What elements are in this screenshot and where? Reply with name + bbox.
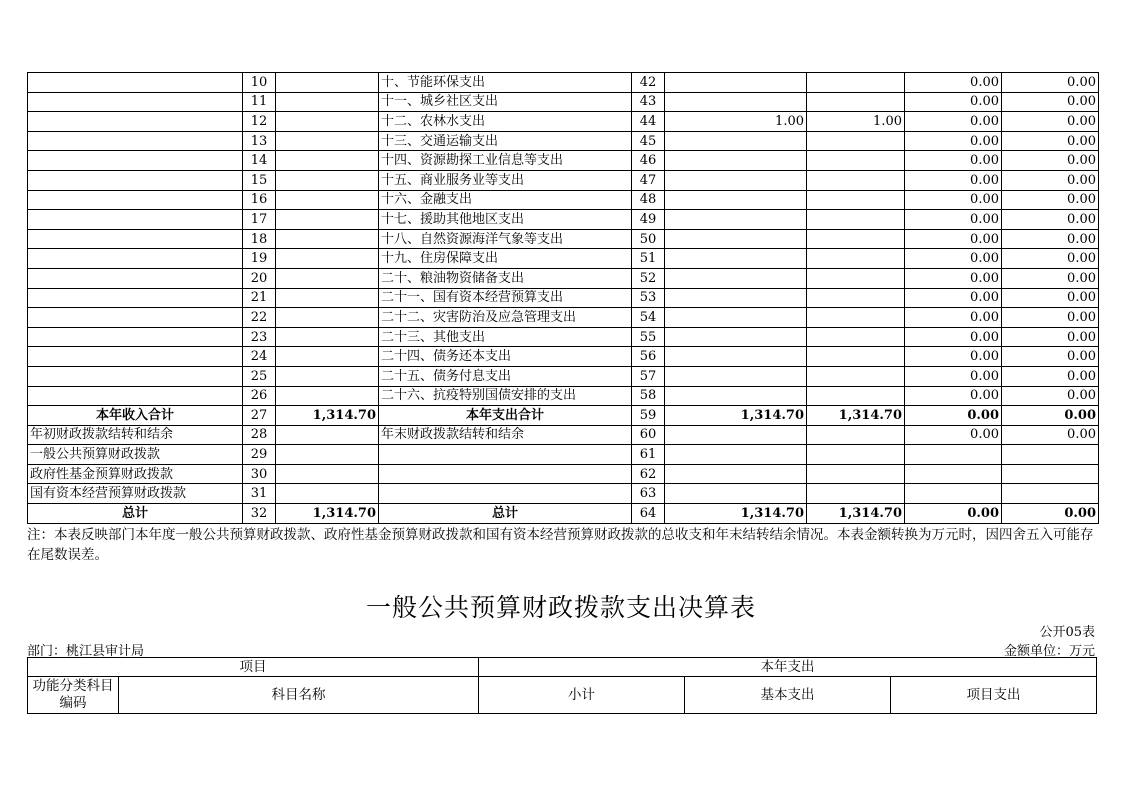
project-expense-a: 0.00 [905, 425, 1002, 445]
left-label [28, 249, 243, 269]
project-expense-b: 0.00 [1002, 386, 1099, 406]
left-label [28, 347, 243, 367]
left-label [28, 151, 243, 171]
table-note: 注：本表反映部门本年度一般公共预算财政拨款、政府性基金预算财政拨款和国有资本经营预算财政拨款的总收支和年末结转结余情况。本表金额转换为万元时，因四舍五入可能存在尾数误差。 [27, 527, 1094, 563]
left-label [28, 268, 243, 288]
project-expense-b: 0.00 [1002, 406, 1099, 426]
project-expense-b: 0.00 [1002, 92, 1099, 112]
basic-expense [807, 366, 905, 386]
table-row [28, 190, 1099, 210]
left-label [28, 288, 243, 308]
right-row-no: 58 [632, 386, 665, 406]
project-expense-a: 0.00 [905, 288, 1002, 308]
subtotal [665, 484, 807, 504]
col-subtotal: 小计 [479, 677, 685, 714]
right-row-no: 50 [632, 229, 665, 249]
left-row-no: 12 [243, 112, 276, 132]
left-row-no: 13 [243, 131, 276, 151]
basic-expense [807, 445, 905, 465]
subtotal: 1,314.70 [665, 504, 807, 524]
table-row [28, 229, 1099, 249]
project-expense-a: 0.00 [905, 366, 1002, 386]
left-amount: 1,314.70 [276, 504, 379, 524]
left-label [28, 92, 243, 112]
table-row [28, 504, 1099, 524]
table-row [28, 366, 1099, 386]
right-label: 十二、农林水支出 [379, 112, 632, 132]
project-expense-b: 0.00 [1002, 190, 1099, 210]
left-amount: 1,314.70 [276, 406, 379, 426]
subtotal [665, 73, 807, 93]
left-amount [276, 190, 379, 210]
project-expense-b: 0.00 [1002, 366, 1099, 386]
left-label: 年初财政拨款结转和结余 [28, 425, 243, 445]
left-label [28, 170, 243, 190]
table-row [28, 347, 1099, 367]
left-row-no: 21 [243, 288, 276, 308]
project-expense-a: 0.00 [905, 131, 1002, 151]
left-label [28, 210, 243, 230]
table-row [28, 131, 1099, 151]
basic-expense [807, 229, 905, 249]
project-expense-b: 0.00 [1002, 131, 1099, 151]
right-row-no: 43 [632, 92, 665, 112]
right-row-no: 63 [632, 484, 665, 504]
expenditure-header-table [27, 657, 1097, 714]
left-row-no: 23 [243, 327, 276, 347]
table-row [28, 308, 1099, 328]
subtotal [665, 210, 807, 230]
left-amount [276, 151, 379, 171]
right-label [379, 445, 632, 465]
right-row-no: 42 [632, 73, 665, 93]
left-row-no: 28 [243, 425, 276, 445]
project-expense-a: 0.00 [905, 170, 1002, 190]
basic-expense [807, 425, 905, 445]
basic-expense [807, 464, 905, 484]
left-amount [276, 308, 379, 328]
col-subject-name: 科目名称 [119, 677, 479, 714]
left-label [28, 131, 243, 151]
left-row-no: 11 [243, 92, 276, 112]
left-label: 国有资本经营预算财政拨款 [28, 484, 243, 504]
project-expense-b: 0.00 [1002, 210, 1099, 230]
carryover-summary-body [28, 73, 1099, 524]
right-row-no: 53 [632, 288, 665, 308]
basic-expense [807, 308, 905, 328]
department-label: 部门：桃江县审计局 [27, 644, 145, 659]
project-expense-b [1002, 484, 1099, 504]
right-label: 十七、援助其他地区支出 [379, 210, 632, 230]
table-row [28, 445, 1099, 465]
right-row-no: 60 [632, 425, 665, 445]
right-label: 总计 [379, 504, 632, 524]
right-row-no: 55 [632, 327, 665, 347]
left-row-no: 17 [243, 210, 276, 230]
table-row [28, 268, 1099, 288]
basic-expense [807, 151, 905, 171]
right-label [379, 464, 632, 484]
carryover-summary-table [27, 72, 1099, 524]
project-expense-a: 0.00 [905, 229, 1002, 249]
project-expense-b: 0.00 [1002, 347, 1099, 367]
subtotal [665, 288, 807, 308]
left-amount [276, 92, 379, 112]
right-row-no: 54 [632, 308, 665, 328]
project-expense-b: 0.00 [1002, 151, 1099, 171]
project-expense-a: 0.00 [905, 210, 1002, 230]
table-row [28, 210, 1099, 230]
right-label: 十一、城乡社区支出 [379, 92, 632, 112]
subtotal: 1.00 [665, 112, 807, 132]
left-amount [276, 249, 379, 269]
table-row [28, 464, 1099, 484]
right-row-no: 45 [632, 131, 665, 151]
amount-unit-label: 金额单位：万元 [1003, 644, 1095, 659]
basic-expense [807, 73, 905, 93]
left-label [28, 190, 243, 210]
left-row-no: 20 [243, 268, 276, 288]
subtotal [665, 327, 807, 347]
left-amount [276, 327, 379, 347]
left-row-no: 27 [243, 406, 276, 426]
right-label: 本年支出合计 [379, 406, 632, 426]
subtotal [665, 445, 807, 465]
basic-expense [807, 288, 905, 308]
project-expense-b: 0.00 [1002, 288, 1099, 308]
left-label [28, 386, 243, 406]
subtotal [665, 131, 807, 151]
left-amount [276, 229, 379, 249]
basic-expense [807, 484, 905, 504]
subtotal [665, 347, 807, 367]
table-row [28, 425, 1099, 445]
basic-expense [807, 170, 905, 190]
project-expense-a [905, 445, 1002, 465]
basic-expense [807, 268, 905, 288]
left-label: 政府性基金预算财政拨款 [28, 464, 243, 484]
project-expense-a [905, 464, 1002, 484]
subtotal [665, 464, 807, 484]
left-label: 总计 [28, 504, 243, 524]
left-amount [276, 464, 379, 484]
subtotal [665, 268, 807, 288]
table-row [28, 170, 1099, 190]
project-expense-b: 0.00 [1002, 268, 1099, 288]
left-amount [276, 112, 379, 132]
left-label [28, 112, 243, 132]
project-expense-b [1002, 464, 1099, 484]
table-row [28, 112, 1099, 132]
subtotal [665, 425, 807, 445]
left-row-no: 19 [243, 249, 276, 269]
table-row [28, 484, 1099, 504]
right-row-no: 62 [632, 464, 665, 484]
table-row [28, 406, 1099, 426]
project-expense-b: 0.00 [1002, 308, 1099, 328]
basic-expense [807, 249, 905, 269]
project-expense-b: 0.00 [1002, 504, 1099, 524]
subtotal [665, 366, 807, 386]
right-label: 十六、金融支出 [379, 190, 632, 210]
project-expense-a: 0.00 [905, 249, 1002, 269]
left-row-no: 14 [243, 151, 276, 171]
project-expense-b: 0.00 [1002, 327, 1099, 347]
form-number: 公开05表 [1039, 625, 1095, 640]
basic-expense: 1,314.70 [807, 504, 905, 524]
left-row-no: 26 [243, 386, 276, 406]
project-expense-a: 0.00 [905, 347, 1002, 367]
right-row-no: 48 [632, 190, 665, 210]
left-label [28, 366, 243, 386]
right-row-no: 64 [632, 504, 665, 524]
basic-expense [807, 210, 905, 230]
right-label: 十、节能环保支出 [379, 73, 632, 93]
basic-expense: 1.00 [807, 112, 905, 132]
right-row-no: 59 [632, 406, 665, 426]
right-label: 年末财政拨款结转和结余 [379, 425, 632, 445]
col-function-code: 功能分类科目编码 [28, 677, 119, 714]
group-header-expense: 本年支出 [479, 658, 1097, 677]
basic-expense [807, 131, 905, 151]
left-amount [276, 386, 379, 406]
table-row [28, 327, 1099, 347]
table-row [28, 249, 1099, 269]
group-header-item: 项目 [28, 658, 479, 677]
left-label [28, 308, 243, 328]
left-row-no: 31 [243, 484, 276, 504]
left-amount [276, 210, 379, 230]
subtotal [665, 170, 807, 190]
project-expense-a: 0.00 [905, 504, 1002, 524]
right-label: 二十一、国有资本经营预算支出 [379, 288, 632, 308]
project-expense-b: 0.00 [1002, 229, 1099, 249]
project-expense-a [905, 484, 1002, 504]
right-row-no: 51 [632, 249, 665, 269]
table-row [28, 73, 1099, 93]
right-row-no: 49 [632, 210, 665, 230]
left-label [28, 229, 243, 249]
project-expense-b: 0.00 [1002, 112, 1099, 132]
right-label: 二十三、其他支出 [379, 327, 632, 347]
table-row [28, 386, 1099, 406]
project-expense-a: 0.00 [905, 406, 1002, 426]
left-row-no: 32 [243, 504, 276, 524]
left-label [28, 73, 243, 93]
left-amount [276, 170, 379, 190]
subtotal [665, 190, 807, 210]
left-row-no: 30 [243, 464, 276, 484]
left-row-no: 24 [243, 347, 276, 367]
subtotal [665, 92, 807, 112]
right-row-no: 46 [632, 151, 665, 171]
right-label: 十五、商业服务业等支出 [379, 170, 632, 190]
right-label: 十四、资源勘探工业信息等支出 [379, 151, 632, 171]
right-row-no: 47 [632, 170, 665, 190]
left-amount [276, 425, 379, 445]
project-expense-a: 0.00 [905, 73, 1002, 93]
subtotal [665, 229, 807, 249]
left-row-no: 29 [243, 445, 276, 465]
subtotal [665, 151, 807, 171]
right-row-no: 61 [632, 445, 665, 465]
right-label: 二十二、灾害防治及应急管理支出 [379, 308, 632, 328]
left-amount [276, 131, 379, 151]
left-row-no: 15 [243, 170, 276, 190]
table-row [28, 92, 1099, 112]
project-expense-b: 0.00 [1002, 73, 1099, 93]
project-expense-a: 0.00 [905, 112, 1002, 132]
project-expense-a: 0.00 [905, 190, 1002, 210]
right-row-no: 44 [632, 112, 665, 132]
project-expense-b: 0.00 [1002, 249, 1099, 269]
left-row-no: 18 [243, 229, 276, 249]
basic-expense [807, 190, 905, 210]
left-row-no: 16 [243, 190, 276, 210]
subtotal [665, 249, 807, 269]
basic-expense [807, 386, 905, 406]
project-expense-b: 0.00 [1002, 170, 1099, 190]
project-expense-a: 0.00 [905, 92, 1002, 112]
left-amount [276, 73, 379, 93]
col-basic-expense: 基本支出 [685, 677, 891, 714]
right-label: 十九、住房保障支出 [379, 249, 632, 269]
project-expense-b [1002, 445, 1099, 465]
table-row [28, 288, 1099, 308]
basic-expense: 1,314.70 [807, 406, 905, 426]
right-row-no: 57 [632, 366, 665, 386]
basic-expense [807, 92, 905, 112]
project-expense-b: 0.00 [1002, 425, 1099, 445]
right-label: 十八、自然资源海洋气象等支出 [379, 229, 632, 249]
basic-expense [807, 327, 905, 347]
right-label: 十三、交通运输支出 [379, 131, 632, 151]
project-expense-a: 0.00 [905, 268, 1002, 288]
right-label: 二十四、债务还本支出 [379, 347, 632, 367]
right-label: 二十、粮油物资储备支出 [379, 268, 632, 288]
right-label: 二十五、债务付息支出 [379, 366, 632, 386]
left-amount [276, 484, 379, 504]
section-title: 一般公共预算财政拨款支出决算表 [365, 593, 756, 622]
project-expense-a: 0.00 [905, 151, 1002, 171]
left-row-no: 10 [243, 73, 276, 93]
left-label [28, 327, 243, 347]
left-label: 本年收入合计 [28, 406, 243, 426]
project-expense-a: 0.00 [905, 308, 1002, 328]
project-expense-a: 0.00 [905, 327, 1002, 347]
left-label: 一般公共预算财政拨款 [28, 445, 243, 465]
basic-expense [807, 347, 905, 367]
right-row-no: 52 [632, 268, 665, 288]
left-row-no: 25 [243, 366, 276, 386]
table-row [28, 151, 1099, 171]
subtotal: 1,314.70 [665, 406, 807, 426]
right-label [379, 484, 632, 504]
left-amount [276, 347, 379, 367]
left-amount [276, 366, 379, 386]
subtotal [665, 308, 807, 328]
col-project-expense: 项目支出 [891, 677, 1097, 714]
left-amount [276, 268, 379, 288]
left-amount [276, 288, 379, 308]
left-amount [276, 445, 379, 465]
right-row-no: 56 [632, 347, 665, 367]
project-expense-a: 0.00 [905, 386, 1002, 406]
subtotal [665, 386, 807, 406]
left-row-no: 22 [243, 308, 276, 328]
right-label: 二十六、抗疫特别国债安排的支出 [379, 386, 632, 406]
